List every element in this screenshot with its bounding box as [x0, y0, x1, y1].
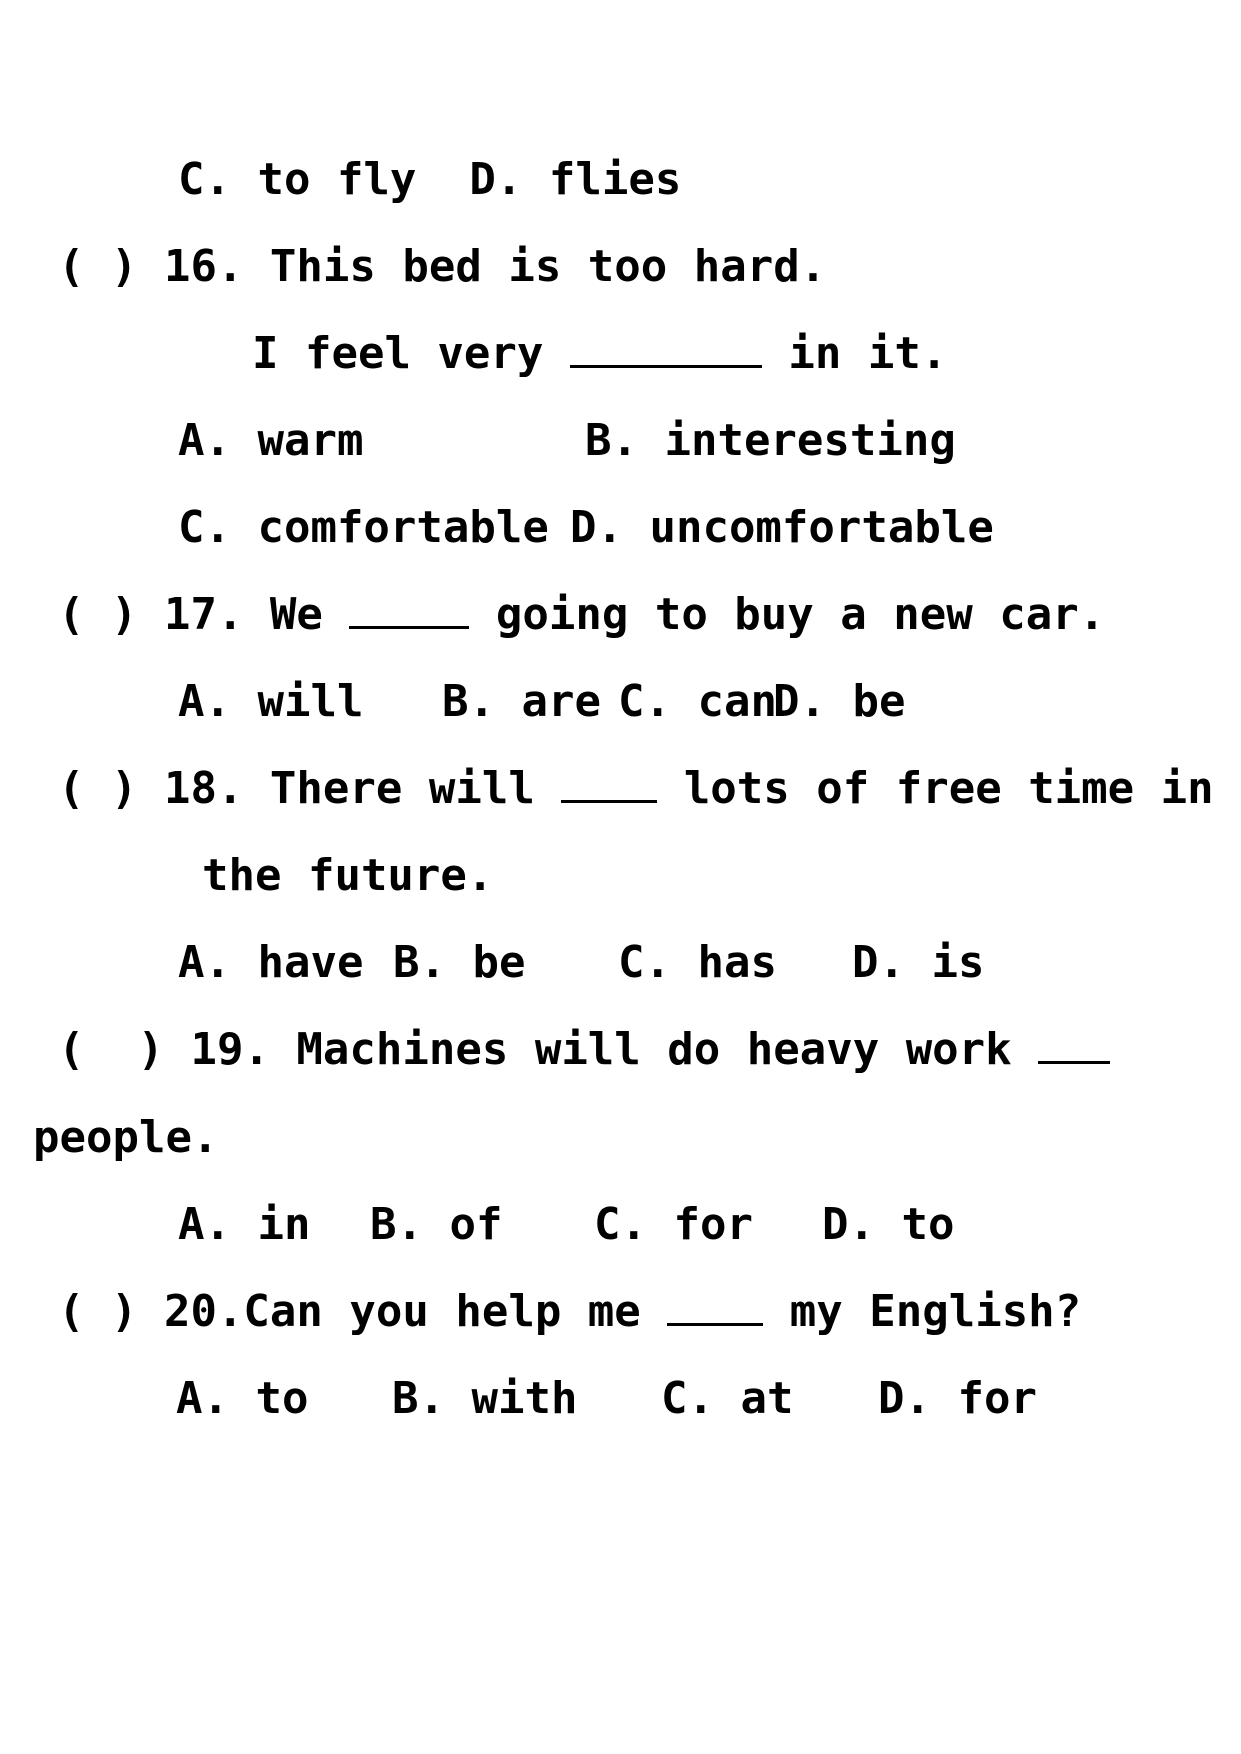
- q19-stem-start: ( ) 19. Machines will do heavy work: [58, 1024, 1039, 1075]
- q19-option-c: C. for: [594, 1199, 753, 1250]
- q15-options-cd: C. to fly D. flies: [178, 154, 682, 205]
- q16-option-a: A. warm: [178, 415, 364, 466]
- q19-option-b: B. of: [370, 1199, 503, 1250]
- q18-stem: [58, 759, 1214, 819]
- q19-stem: [58, 1020, 1110, 1080]
- q16-option-d: D. uncomfortable: [570, 502, 994, 553]
- q18-answer-blank: [561, 764, 657, 803]
- q18-option-c: C. has: [618, 937, 777, 988]
- q16-option-b: B. interesting: [585, 415, 956, 466]
- q18-stem-continued: the future.: [202, 850, 494, 901]
- q16-sentence: [252, 324, 947, 384]
- q20-stem-end: my English?: [763, 1286, 1082, 1337]
- q17-option-b: B. are: [442, 676, 601, 727]
- q18-stem-end: lots of free time in: [657, 763, 1214, 814]
- q20-stem: [58, 1282, 1081, 1342]
- q16-sentence-start: I feel very: [252, 328, 570, 379]
- q17-answer-blank: [349, 590, 469, 629]
- q17-stem: [58, 585, 1105, 645]
- q20-answer-blank: [667, 1287, 763, 1326]
- q19-option-d: D. to: [822, 1199, 955, 1250]
- q18-option-a: A. have: [178, 937, 364, 988]
- q18-option-b: B. be: [393, 937, 526, 988]
- q19-answer-blank: [1038, 1025, 1110, 1064]
- q20-option-c: C. at: [661, 1373, 794, 1424]
- q19-option-a: A. in: [178, 1199, 311, 1250]
- q20-option-a: A. to: [176, 1373, 309, 1424]
- q16-stem: ( ) 16. This bed is too hard.: [58, 241, 827, 292]
- q17-option-d: D. be: [773, 676, 906, 727]
- q19-stem-continued: people.: [33, 1112, 219, 1163]
- q17-option-c: C. can: [618, 676, 777, 727]
- q18-option-d: D. is: [852, 937, 985, 988]
- q18-stem-start: ( ) 18. There will: [58, 763, 562, 814]
- q20-option-b: B. with: [392, 1373, 578, 1424]
- q20-option-d: D. for: [878, 1373, 1037, 1424]
- q17-stem-start: ( ) 17. We: [58, 589, 350, 640]
- q17-stem-end: going to buy a new car.: [469, 589, 1106, 640]
- q16-sentence-end: in it.: [761, 328, 948, 379]
- q20-stem-start: ( ) 20.Can you help me: [58, 1286, 668, 1337]
- q16-answer-blank: [570, 329, 762, 368]
- q16-option-c: C. comfortable: [178, 502, 549, 553]
- q17-option-a: A. will: [178, 676, 364, 727]
